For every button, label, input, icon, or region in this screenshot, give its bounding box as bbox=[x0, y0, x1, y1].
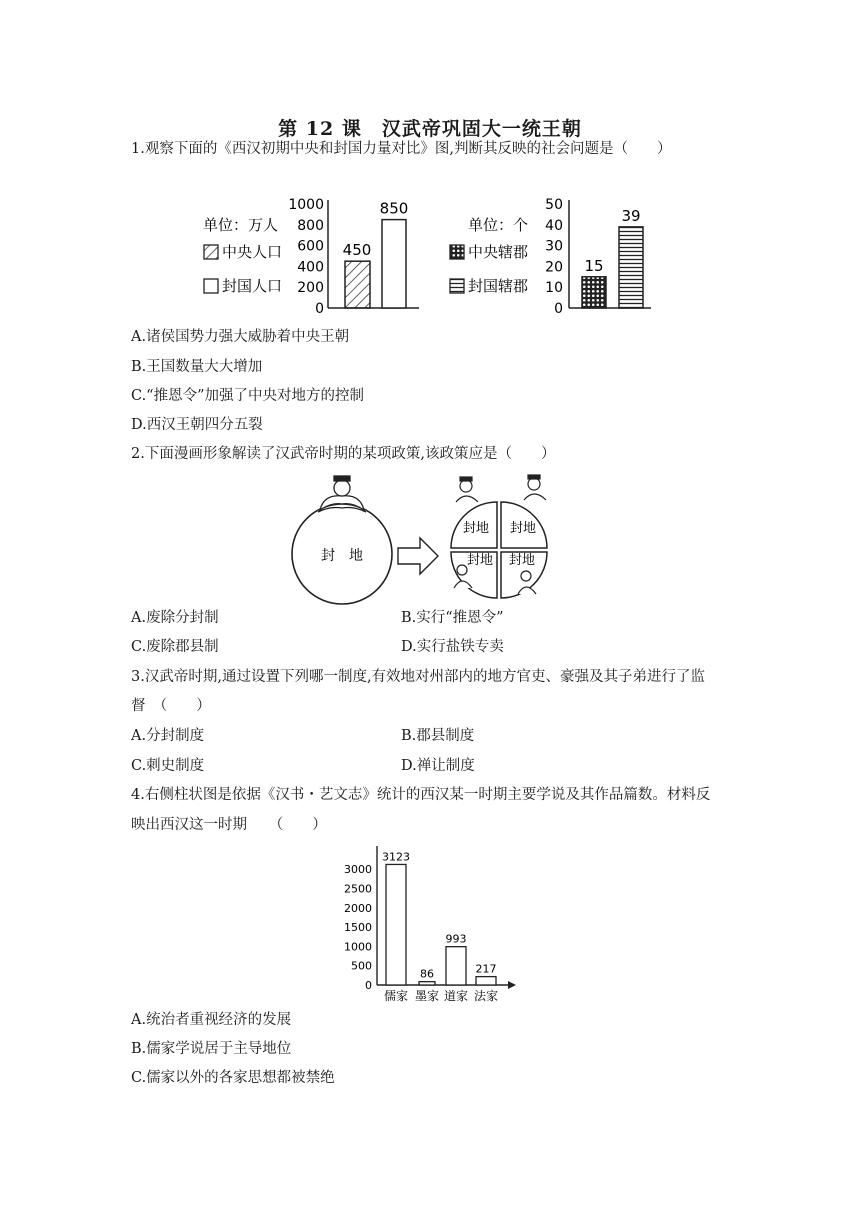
y-tick-label: 1000 bbox=[288, 197, 324, 213]
q3-option-d: D.禅让制度 bbox=[401, 758, 475, 774]
y-tick-label: 0 bbox=[554, 301, 563, 317]
left-chart-unit: 单位：万人 bbox=[203, 216, 279, 234]
y-tick-label: 20 bbox=[545, 259, 563, 276]
legend-fief-commanderies: 封国辖郡 bbox=[468, 277, 529, 295]
q1-option-c: C.“推恩令”加强了中央对地方的控制 bbox=[131, 388, 365, 404]
q4-y-tick-label: 500 bbox=[351, 959, 372, 973]
legend-swatch-fief-population bbox=[204, 279, 218, 293]
question-4-stem-line-1: 4.右侧柱状图是依据《汉书・艺文志》统计的西汉某一时期主要学说及其作品篇数。材料反 bbox=[131, 787, 711, 803]
whole-fief-label: 封 地 bbox=[321, 548, 363, 564]
q1-option-d: D.西汉王朝四分五裂 bbox=[131, 417, 263, 433]
q4-bar-value-label: 217 bbox=[475, 962, 497, 976]
q4-category-label: 墨家 bbox=[414, 989, 440, 1002]
q3-option-a: A.分封制度 bbox=[131, 728, 205, 744]
question-1-stem: 1.观察下面的《西汉初期中央和封国力量对比》图,判断其反映的社会问题是（ ） bbox=[131, 141, 672, 157]
left-bar-chart bbox=[203, 197, 419, 317]
bar-central-commanderies bbox=[582, 277, 606, 308]
question-4-stem-line-2: 映出西汉这一时期 （ ） bbox=[131, 817, 327, 833]
y-tick-label: 40 bbox=[545, 217, 563, 234]
legend-central-commanderies: 中央辖郡 bbox=[468, 243, 529, 261]
q4-category-label: 法家 bbox=[473, 989, 499, 1002]
right-bar-chart bbox=[450, 197, 651, 317]
q4-category-label: 儒家 bbox=[383, 989, 409, 1002]
q4-y-tick-label: 1500 bbox=[344, 921, 372, 935]
q2-option-c: C.废除郡县制 bbox=[131, 639, 219, 655]
arrow-right-icon bbox=[398, 538, 438, 574]
q4-bar bbox=[386, 864, 406, 985]
bar-label-fief-population: 850 bbox=[379, 199, 409, 218]
y-tick-label: 10 bbox=[545, 280, 563, 297]
q4-option-b: B.儒家学说居于主导地位 bbox=[131, 1041, 292, 1057]
q2-option-a: A.废除分封制 bbox=[131, 610, 219, 626]
legend-fief-population: 封国人口 bbox=[222, 277, 283, 295]
question-3-stem-line-2: 督 （ ） bbox=[131, 698, 211, 714]
bar-label-central-commanderies: 15 bbox=[584, 256, 604, 275]
question-2-stem: 2.下面漫画形象解读了汉武帝时期的某项政策,该政策应是（ ） bbox=[131, 446, 556, 462]
legend-swatch-central-population bbox=[204, 245, 218, 259]
fief-piece-label-2: 封地 bbox=[509, 521, 537, 536]
y-tick-label: 50 bbox=[545, 197, 563, 213]
q3-option-b: B.郡县制度 bbox=[401, 728, 475, 744]
q4-bar-value-label: 993 bbox=[445, 932, 467, 946]
q4-bar bbox=[446, 947, 466, 985]
right-chart-unit: 单位：个 bbox=[468, 216, 529, 234]
q2-option-b: B.实行“推恩令” bbox=[401, 610, 504, 626]
bar-fief-commanderies bbox=[619, 227, 643, 308]
legend-central-population: 中央人口 bbox=[222, 243, 283, 261]
legend-swatch-central-commanderies bbox=[450, 245, 464, 259]
bar-label-central-population: 450 bbox=[342, 241, 372, 260]
q2-option-d: D.实行盐铁专卖 bbox=[401, 639, 504, 655]
question-3-stem-line-1: 3.汉武帝时期,通过设置下列哪一制度,有效地对州部内的地方官吏、豪强及其子弟进行了监 bbox=[131, 669, 706, 685]
page-title: 第 12 课 汉武帝巩固大一统王朝 bbox=[278, 118, 582, 140]
q4-bar-value-label: 86 bbox=[420, 967, 434, 981]
y-tick-label: 600 bbox=[297, 238, 324, 255]
y-tick-label: 200 bbox=[297, 280, 324, 297]
y-tick-label: 400 bbox=[297, 259, 324, 276]
q1-option-a: A.诸侯国势力强大威胁着中央王朝 bbox=[131, 329, 350, 345]
q4-y-tick-label: 0 bbox=[365, 979, 372, 992]
legend-swatch-fief-commanderies bbox=[450, 279, 464, 293]
q4-y-tick-label: 2000 bbox=[344, 901, 372, 915]
y-tick-label: 800 bbox=[297, 217, 324, 234]
q4-option-c: C.儒家以外的各家思想都被禁绝 bbox=[131, 1070, 335, 1086]
q4-y-tick-label: 1000 bbox=[344, 940, 372, 954]
q1-charts-figure bbox=[195, 190, 655, 320]
fief-piece-label-4: 封地 bbox=[508, 553, 536, 568]
bar-label-fief-commanderies: 39 bbox=[621, 206, 641, 225]
q1-option-b: B.王国数量大大增加 bbox=[131, 359, 263, 375]
q4-x-axis-arrow-icon bbox=[508, 981, 516, 989]
fief-piece-label-3: 封地 bbox=[466, 553, 494, 568]
q4-bar-value-label: 3123 bbox=[382, 850, 410, 864]
fief-piece-label-1: 封地 bbox=[462, 521, 490, 536]
q4-y-tick-label: 3000 bbox=[344, 863, 372, 877]
q2-cartoon bbox=[290, 472, 560, 608]
q4-y-tick-label: 2500 bbox=[344, 882, 372, 896]
y-tick-label: 30 bbox=[545, 238, 563, 255]
q4-bar-chart bbox=[332, 840, 522, 1002]
q3-option-c: C.刺史制度 bbox=[131, 758, 205, 774]
q4-category-label: 道家 bbox=[443, 989, 469, 1002]
bar-central-population bbox=[345, 261, 370, 308]
q4-bar bbox=[476, 977, 496, 985]
q4-bar bbox=[419, 982, 435, 985]
q4-option-a: A.统治者重视经济的发展 bbox=[131, 1012, 292, 1028]
bar-fief-population bbox=[382, 220, 406, 308]
y-tick-label: 0 bbox=[315, 301, 324, 317]
